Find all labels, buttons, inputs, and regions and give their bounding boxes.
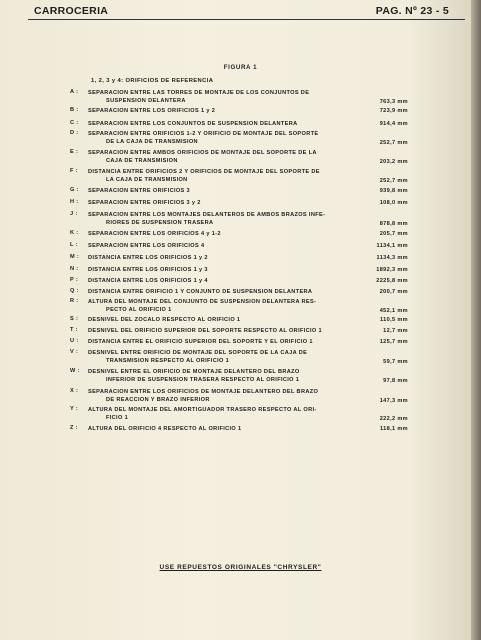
header-divider: [28, 19, 465, 20]
dimension-letter: J :: [70, 211, 78, 217]
dimension-letter: E :: [70, 149, 79, 155]
dimension-description: [88, 288, 350, 296]
dimension-value: 222,2 mm: [379, 416, 408, 422]
dimension-value: 118,1 mm: [380, 426, 408, 432]
figure-title: FIGURA 1: [223, 64, 258, 71]
dimension-value: 252,7 mm: [379, 140, 408, 146]
dimension-letter: T :: [70, 327, 78, 333]
dimension-description: [88, 107, 350, 115]
description-line: ALTURA DEL MONTAJE DEL CONJUNTO DE SUSPENSION DELANTERA RES-: [88, 299, 317, 305]
footer-notice: [0, 564, 481, 571]
description-continuation: INFERIOR DE SUSPENSION TRASERA RESPECTO AL ORIFICIO 1: [106, 377, 300, 383]
dimension-description: [88, 120, 350, 128]
dimension-description: [88, 368, 350, 384]
dimension-description: [88, 266, 350, 274]
description-line: SEPARACION ENTRE LOS ORIFICIOS 4 y 1-2: [88, 231, 221, 237]
description-line: DESNIVEL DEL ZOCALO RESPECTO AL ORIFICIO 1: [88, 317, 241, 323]
description-line: DISTANCIA ENTRE EL ORIFICIO SUPERIOR DEL SOPORTE Y EL ORIFICIO 1: [88, 339, 313, 345]
description-line: SEPARACION ENTRE LAS TORRES DE MONTAJE DE LOS CONJUNTOS DE: [88, 90, 310, 96]
dimension-letter: S :: [70, 316, 79, 322]
dimension-value: 723,9 mm: [379, 108, 408, 114]
description-line: SEPARACION ENTRE ORIFICIOS 3: [88, 188, 191, 194]
dimension-description: [88, 187, 350, 195]
dimension-value: 1892,3 mm: [376, 267, 408, 273]
description-line: SEPARACION ENTRE LOS ORIFICIOS 4: [88, 243, 205, 249]
description-line: ALTURA DEL ORIFICIO 4 RESPECTO AL ORIFICIO 1: [88, 426, 242, 432]
dimension-value: 12,7 mm: [383, 328, 408, 334]
dimension-letter: F :: [70, 168, 78, 174]
dimension-value: 110,5 mm: [380, 317, 408, 323]
dimension-letter: Y :: [70, 406, 79, 412]
dimension-value: 200,7 mm: [379, 289, 408, 295]
section-title: CARROCERIA: [34, 5, 109, 17]
dimension-letter: Z :: [70, 425, 78, 431]
description-continuation: TRANSMISION RESPECTO AL ORIFICIO 1: [106, 358, 230, 364]
dimension-value: 97,8 mm: [383, 378, 408, 384]
dimension-description: [88, 298, 350, 314]
dimension-description: [88, 199, 350, 207]
dimension-letter: M :: [70, 254, 80, 260]
description-continuation: SUSPENSION DELANTERA: [106, 98, 186, 104]
dimension-description: [88, 425, 350, 433]
dimension-letter: N :: [70, 266, 79, 272]
dimension-description: [88, 230, 350, 238]
description-line: SEPARACION ENTRE LOS ORIFICIOS DE MONTAJE DELANTERO DEL BRAZO: [88, 389, 319, 395]
dimension-value: 203,2 mm: [379, 159, 408, 165]
dimension-letter: U :: [70, 338, 79, 344]
description-continuation: LA CAJA DE TRANSMISION: [106, 177, 188, 183]
dimension-description: [88, 316, 350, 324]
page-edge-shadow: [471, 0, 481, 640]
dimension-value: 763,3 mm: [379, 99, 408, 105]
dimension-letter: X :: [70, 388, 79, 394]
dimension-description: [88, 89, 350, 105]
dimension-description: [88, 277, 350, 285]
dimension-value: 205,7 mm: [379, 231, 408, 237]
dimension-description: [88, 130, 350, 146]
dimension-letter: P :: [70, 277, 79, 283]
dimension-description: [88, 211, 350, 227]
dimension-description: [88, 327, 350, 335]
dimension-value: 914,4 mm: [379, 121, 408, 127]
dimension-description: [88, 388, 350, 404]
description-line: DISTANCIA ENTRE LOS ORIFICIOS 1 y 4: [88, 278, 208, 284]
description-line: DISTANCIA ENTRE LOS ORIFICIOS 1 y 2: [88, 255, 208, 261]
dimension-value: 939,8 mm: [379, 188, 408, 194]
dimension-description: [88, 254, 350, 262]
dimension-value: 1134,1 mm: [376, 243, 408, 249]
page-number: PAG. Nº 23 - 5: [375, 5, 449, 17]
description-continuation: DE LA CAJA DE TRANSMISION: [106, 139, 198, 145]
description-line: ALTURA DEL MONTAJE DEL AMORTIGUADOR TRASERO RESPECTO AL ORI-: [88, 407, 317, 413]
dimension-description: [88, 242, 350, 250]
dimension-description: [88, 168, 350, 184]
dimension-value: 147,3 mm: [379, 398, 408, 404]
description-line: DISTANCIA ENTRE ORIFICIOS 2 Y ORIFICIOS DE MONTAJE DEL SOPORTE DE: [88, 169, 320, 175]
dimension-letter: R :: [70, 298, 79, 304]
description-continuation: CAJA DE TRANSMISION: [106, 158, 178, 164]
dimension-letter: L :: [70, 242, 78, 248]
dimension-description: [88, 149, 350, 165]
dimension-description: [88, 338, 350, 346]
dimension-value: 2225,8 mm: [376, 278, 408, 284]
description-line: SEPARACION ENTRE ORIFICIOS 3 y 2: [88, 200, 201, 206]
description-line: SEPARACION ENTRE LOS MONTAJES DELANTEROS DE AMBOS BRAZOS INFE-: [88, 212, 326, 218]
dimension-description: [88, 406, 350, 422]
dimension-letter: V :: [70, 349, 79, 355]
description-continuation: PECTO AL ORIFICIO 1: [106, 307, 172, 313]
description-line: DESNIVEL ENTRE EL ORIFICIO DE MONTAJE DELANTERO DEL BRAZO: [88, 369, 300, 375]
description-line: DESNIVEL ENTRE ORIFICIO DE MONTAJE DEL SOPORTE DE LA CAJA DE: [88, 350, 308, 356]
dimension-letter: G :: [70, 187, 79, 193]
description-line: DESNIVEL DEL ORIFICIO SUPERIOR DEL SOPORTE RESPECTO AL ORIFICIO 1: [88, 328, 323, 334]
description-continuation: RIORES DE SUSPENSION TRASERA: [106, 220, 214, 226]
description-line: SEPARACION ENTRE AMBOS ORIFICIOS DE MONTAJE DEL SOPORTE DE LA: [88, 150, 317, 156]
dimension-description: [88, 349, 350, 365]
footer-text: USE REPUESTOS ORIGINALES "CHRYSLER": [159, 564, 322, 571]
dimension-letter: C :: [70, 120, 79, 126]
dimension-value: 878,8 mm: [379, 221, 408, 227]
dimension-letter: Q :: [70, 288, 79, 294]
description-line: SEPARACION ENTRE ORIFICIOS 1-2 Y ORIFICIO DE MONTAJE DEL SOPORTE: [88, 131, 319, 137]
dimension-value: 125,7 mm: [379, 339, 408, 345]
dimension-letter: W :: [70, 368, 80, 374]
dimension-value: 452,1 mm: [379, 308, 408, 314]
dimension-letter: H :: [70, 199, 79, 205]
dimension-letter: A :: [70, 89, 79, 95]
dimension-value: 1134,3 mm: [376, 255, 408, 261]
description-line: SEPARACION ENTRE LOS ORIFICIOS 1 y 2: [88, 108, 216, 114]
description-line: DISTANCIA ENTRE ORIFICIO 1 Y CONJUNTO DE SUSPENSION DELANTERA: [88, 289, 313, 295]
description-line: DISTANCIA ENTRE LOS ORIFICIOS 1 y 3: [88, 267, 208, 273]
description-continuation: DE REACCION Y BRAZO INFERIOR: [106, 397, 210, 403]
dimension-value: 252,7 mm: [379, 178, 408, 184]
dimension-value: 108,0 mm: [379, 200, 408, 206]
reference-holes-note: 1, 2, 3 y 4: ORIFICIOS DE REFERENCIA: [91, 78, 214, 84]
dimension-letter: D :: [70, 130, 79, 136]
description-line: SEPARACION ENTRE LOS CONJUNTOS DE SUSPENSION DELANTERA: [88, 121, 298, 127]
dimension-letter: K :: [70, 230, 79, 236]
description-continuation: FICIO 1: [106, 415, 129, 421]
dimension-value: 59,7 mm: [383, 359, 408, 365]
dimension-letter: B :: [70, 107, 79, 113]
